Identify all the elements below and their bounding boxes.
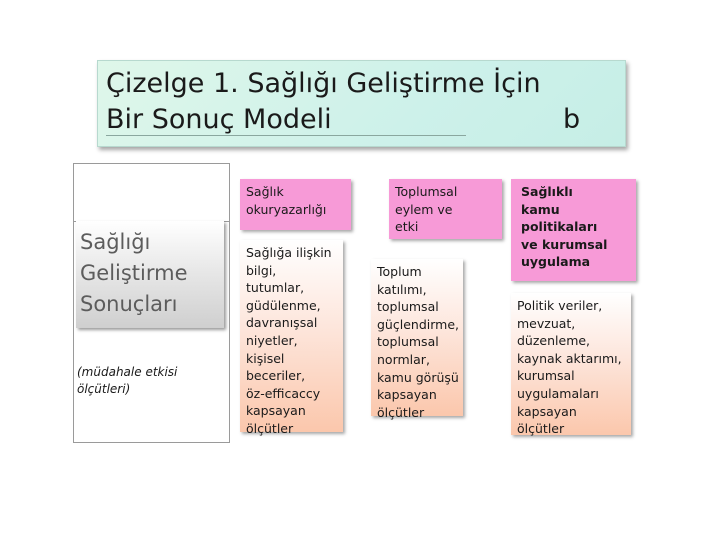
frame-border-right xyxy=(229,163,230,443)
column-header-social-action xyxy=(389,179,502,239)
frame-border-top xyxy=(73,163,230,164)
column-body-social-action xyxy=(371,259,463,420)
title-line-1: Çizelge 1. Sağlığı Geliştirme İçin xyxy=(106,68,541,99)
title-suffix: b xyxy=(563,104,581,135)
column-header-label: Sağlıklı kamu politikaları ve kurumsal uygulama xyxy=(521,184,608,270)
column-body-text: Sağlığa ilişkin bilgi, tutumlar, güdülenme, davranışsal niyetler, kişisel beceriler, öz-efficaccy kapsayan ölçütler xyxy=(246,245,332,436)
column-header-health-literacy xyxy=(240,179,351,230)
outcome-note: (müdahale etkisi ölçütleri) xyxy=(77,365,178,396)
column-body-text: Toplum katılımı, toplumsal güçlendirme, toplumsal normlar, kamu görüşü kapsayan ölçütler xyxy=(377,264,459,420)
column-header-label: Toplumsal eylem ve etki xyxy=(395,184,458,235)
outcome-heading: Sağlığı Geliştirme Sonuçları xyxy=(80,230,188,316)
column-header-label: Sağlık okuryazarlığı xyxy=(246,184,327,217)
title-underline xyxy=(106,135,466,136)
frame-border-bottom xyxy=(73,442,230,443)
title-box xyxy=(97,60,626,147)
title-line-2: Bir Sonuç Modeli xyxy=(106,104,332,135)
outcome-box xyxy=(76,221,224,328)
frame-border-left xyxy=(73,163,74,443)
column-body-health-literacy xyxy=(240,240,343,436)
column-body-public-policy xyxy=(511,293,631,435)
column-body-text: Politik veriler, mevzuat, düzenleme, kaynak aktarımı, kurumsal uygulamaları kapsayan ölçütler xyxy=(517,298,622,437)
column-header-public-policy xyxy=(511,179,636,281)
